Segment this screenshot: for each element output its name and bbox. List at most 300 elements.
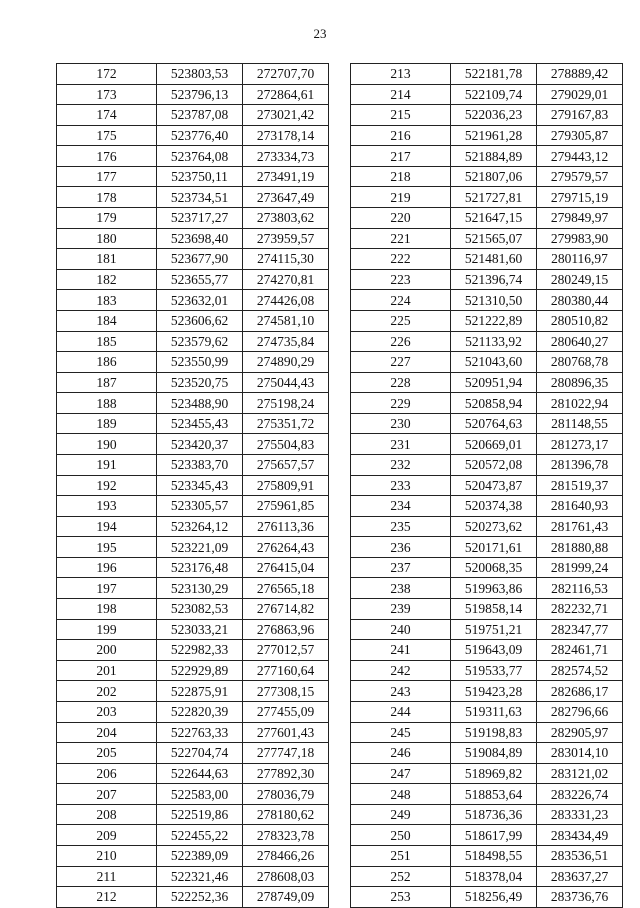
point-number-cell: 213 bbox=[351, 64, 451, 85]
table-row bbox=[57, 804, 329, 825]
table-row bbox=[57, 722, 329, 743]
point-number-cell: 199 bbox=[57, 619, 157, 640]
x-coordinate-cell: 520171,61 bbox=[451, 537, 537, 558]
point-number-cell: 176 bbox=[57, 146, 157, 167]
y-coordinate-cell: 275961,85 bbox=[243, 496, 329, 517]
point-number-cell: 203 bbox=[57, 701, 157, 722]
table-row bbox=[57, 599, 329, 620]
x-coordinate-cell: 521884,89 bbox=[451, 146, 537, 167]
table-row bbox=[351, 413, 623, 434]
point-number-cell: 223 bbox=[351, 269, 451, 290]
point-number-cell: 196 bbox=[57, 557, 157, 578]
x-coordinate-cell: 523787,08 bbox=[157, 105, 243, 126]
table-row bbox=[57, 331, 329, 352]
y-coordinate-cell: 279983,90 bbox=[537, 228, 623, 249]
x-coordinate-cell: 519963,86 bbox=[451, 578, 537, 599]
y-coordinate-cell: 283331,23 bbox=[537, 804, 623, 825]
point-number-cell: 192 bbox=[57, 475, 157, 496]
point-number-cell: 245 bbox=[351, 722, 451, 743]
point-number-cell: 206 bbox=[57, 763, 157, 784]
y-coordinate-cell: 275351,72 bbox=[243, 413, 329, 434]
x-coordinate-cell: 522252,36 bbox=[157, 887, 243, 908]
x-coordinate-cell: 523803,53 bbox=[157, 64, 243, 85]
y-coordinate-cell: 277455,09 bbox=[243, 701, 329, 722]
table-row bbox=[57, 228, 329, 249]
point-number-cell: 180 bbox=[57, 228, 157, 249]
point-number-cell: 250 bbox=[351, 825, 451, 846]
table-row bbox=[351, 804, 623, 825]
point-number-cell: 188 bbox=[57, 393, 157, 414]
point-number-cell: 195 bbox=[57, 537, 157, 558]
y-coordinate-cell: 280510,82 bbox=[537, 310, 623, 331]
y-coordinate-cell: 274270,81 bbox=[243, 269, 329, 290]
y-coordinate-cell: 283536,51 bbox=[537, 845, 623, 866]
table-row bbox=[57, 784, 329, 805]
y-coordinate-cell: 276113,36 bbox=[243, 516, 329, 537]
x-coordinate-cell: 521727,81 bbox=[451, 187, 537, 208]
y-coordinate-cell: 279029,01 bbox=[537, 84, 623, 105]
table-row bbox=[351, 496, 623, 517]
table-row bbox=[351, 290, 623, 311]
y-coordinate-cell: 278889,42 bbox=[537, 64, 623, 85]
point-number-cell: 217 bbox=[351, 146, 451, 167]
x-coordinate-cell: 523305,57 bbox=[157, 496, 243, 517]
point-number-cell: 184 bbox=[57, 310, 157, 331]
table-row bbox=[57, 743, 329, 764]
point-number-cell: 189 bbox=[57, 413, 157, 434]
table-row bbox=[57, 516, 329, 537]
table-row bbox=[57, 105, 329, 126]
table-row bbox=[351, 105, 623, 126]
x-coordinate-cell: 519311,63 bbox=[451, 701, 537, 722]
y-coordinate-cell: 276565,18 bbox=[243, 578, 329, 599]
table-row bbox=[351, 187, 623, 208]
x-coordinate-cell: 521807,06 bbox=[451, 166, 537, 187]
table-row bbox=[351, 619, 623, 640]
table-row bbox=[57, 681, 329, 702]
y-coordinate-cell: 279579,57 bbox=[537, 166, 623, 187]
table-row bbox=[351, 578, 623, 599]
y-coordinate-cell: 277747,18 bbox=[243, 743, 329, 764]
x-coordinate-cell: 522036,23 bbox=[451, 105, 537, 126]
table-row bbox=[57, 208, 329, 229]
y-coordinate-cell: 279167,83 bbox=[537, 105, 623, 126]
x-coordinate-cell: 521043,60 bbox=[451, 352, 537, 373]
x-coordinate-cell: 518378,04 bbox=[451, 866, 537, 887]
y-coordinate-cell: 278323,78 bbox=[243, 825, 329, 846]
x-coordinate-cell: 523488,90 bbox=[157, 393, 243, 414]
table-row bbox=[57, 372, 329, 393]
x-coordinate-cell: 523717,27 bbox=[157, 208, 243, 229]
x-coordinate-cell: 523383,70 bbox=[157, 454, 243, 475]
table-row bbox=[351, 454, 623, 475]
point-number-cell: 186 bbox=[57, 352, 157, 373]
x-coordinate-cell: 523221,09 bbox=[157, 537, 243, 558]
table-row bbox=[351, 701, 623, 722]
table-row bbox=[57, 187, 329, 208]
table-row bbox=[351, 372, 623, 393]
table-row bbox=[351, 475, 623, 496]
point-number-cell: 241 bbox=[351, 640, 451, 661]
table-row bbox=[351, 599, 623, 620]
point-number-cell: 205 bbox=[57, 743, 157, 764]
y-coordinate-cell: 283014,10 bbox=[537, 743, 623, 764]
table-row bbox=[57, 290, 329, 311]
point-number-cell: 249 bbox=[351, 804, 451, 825]
y-coordinate-cell: 280768,78 bbox=[537, 352, 623, 373]
x-coordinate-cell: 523420,37 bbox=[157, 434, 243, 455]
x-coordinate-cell: 523606,62 bbox=[157, 310, 243, 331]
table-row bbox=[351, 269, 623, 290]
y-coordinate-cell: 283226,74 bbox=[537, 784, 623, 805]
point-number-cell: 190 bbox=[57, 434, 157, 455]
point-number-cell: 231 bbox=[351, 434, 451, 455]
y-coordinate-cell: 281999,24 bbox=[537, 557, 623, 578]
x-coordinate-cell: 522820,39 bbox=[157, 701, 243, 722]
table-row bbox=[57, 166, 329, 187]
table-row bbox=[57, 84, 329, 105]
x-coordinate-cell: 520572,08 bbox=[451, 454, 537, 475]
y-coordinate-cell: 273021,42 bbox=[243, 105, 329, 126]
point-number-cell: 194 bbox=[57, 516, 157, 537]
point-number-cell: 191 bbox=[57, 454, 157, 475]
table-row bbox=[57, 475, 329, 496]
point-number-cell: 201 bbox=[57, 660, 157, 681]
x-coordinate-cell: 523082,53 bbox=[157, 599, 243, 620]
table-row bbox=[57, 352, 329, 373]
x-coordinate-cell: 523734,51 bbox=[157, 187, 243, 208]
point-number-cell: 240 bbox=[351, 619, 451, 640]
point-number-cell: 243 bbox=[351, 681, 451, 702]
y-coordinate-cell: 277012,57 bbox=[243, 640, 329, 661]
point-number-cell: 237 bbox=[351, 557, 451, 578]
x-coordinate-cell: 522644,63 bbox=[157, 763, 243, 784]
point-number-cell: 173 bbox=[57, 84, 157, 105]
table-row bbox=[57, 269, 329, 290]
point-number-cell: 222 bbox=[351, 249, 451, 270]
x-coordinate-cell: 523176,48 bbox=[157, 557, 243, 578]
point-number-cell: 251 bbox=[351, 845, 451, 866]
x-coordinate-cell: 521481,60 bbox=[451, 249, 537, 270]
y-coordinate-cell: 273959,57 bbox=[243, 228, 329, 249]
x-coordinate-cell: 521310,50 bbox=[451, 290, 537, 311]
y-coordinate-cell: 280640,27 bbox=[537, 331, 623, 352]
x-coordinate-cell: 521222,89 bbox=[451, 310, 537, 331]
y-coordinate-cell: 281519,37 bbox=[537, 475, 623, 496]
point-number-cell: 225 bbox=[351, 310, 451, 331]
y-coordinate-cell: 282116,53 bbox=[537, 578, 623, 599]
y-coordinate-cell: 274735,84 bbox=[243, 331, 329, 352]
table-row bbox=[57, 578, 329, 599]
y-coordinate-cell: 278036,79 bbox=[243, 784, 329, 805]
x-coordinate-cell: 518617,99 bbox=[451, 825, 537, 846]
point-number-cell: 197 bbox=[57, 578, 157, 599]
x-coordinate-cell: 523033,21 bbox=[157, 619, 243, 640]
table-row bbox=[57, 146, 329, 167]
point-number-cell: 200 bbox=[57, 640, 157, 661]
point-number-cell: 219 bbox=[351, 187, 451, 208]
x-coordinate-cell: 523455,43 bbox=[157, 413, 243, 434]
y-coordinate-cell: 275809,91 bbox=[243, 475, 329, 496]
x-coordinate-cell: 523655,77 bbox=[157, 269, 243, 290]
point-number-cell: 247 bbox=[351, 763, 451, 784]
y-coordinate-cell: 275044,43 bbox=[243, 372, 329, 393]
table-row bbox=[351, 331, 623, 352]
table-row bbox=[351, 516, 623, 537]
table-row bbox=[57, 393, 329, 414]
point-number-cell: 232 bbox=[351, 454, 451, 475]
table-row bbox=[351, 125, 623, 146]
y-coordinate-cell: 281148,55 bbox=[537, 413, 623, 434]
x-coordinate-cell: 519643,09 bbox=[451, 640, 537, 661]
table-row bbox=[57, 496, 329, 517]
y-coordinate-cell: 278180,62 bbox=[243, 804, 329, 825]
point-number-cell: 236 bbox=[351, 537, 451, 558]
point-number-cell: 233 bbox=[351, 475, 451, 496]
table-row bbox=[351, 784, 623, 805]
x-coordinate-cell: 521565,07 bbox=[451, 228, 537, 249]
y-coordinate-cell: 283637,27 bbox=[537, 866, 623, 887]
x-coordinate-cell: 520764,63 bbox=[451, 413, 537, 434]
point-number-cell: 207 bbox=[57, 784, 157, 805]
point-number-cell: 242 bbox=[351, 660, 451, 681]
x-coordinate-cell: 523520,75 bbox=[157, 372, 243, 393]
x-coordinate-cell: 523764,08 bbox=[157, 146, 243, 167]
x-coordinate-cell: 519423,28 bbox=[451, 681, 537, 702]
point-number-cell: 193 bbox=[57, 496, 157, 517]
y-coordinate-cell: 279849,97 bbox=[537, 208, 623, 229]
y-coordinate-cell: 282905,97 bbox=[537, 722, 623, 743]
y-coordinate-cell: 277160,64 bbox=[243, 660, 329, 681]
point-number-cell: 239 bbox=[351, 599, 451, 620]
x-coordinate-cell: 523796,13 bbox=[157, 84, 243, 105]
y-coordinate-cell: 273647,49 bbox=[243, 187, 329, 208]
y-coordinate-cell: 278749,09 bbox=[243, 887, 329, 908]
point-number-cell: 211 bbox=[57, 866, 157, 887]
table-row bbox=[351, 557, 623, 578]
table-row bbox=[351, 866, 623, 887]
point-number-cell: 178 bbox=[57, 187, 157, 208]
x-coordinate-cell: 523345,43 bbox=[157, 475, 243, 496]
point-number-cell: 230 bbox=[351, 413, 451, 434]
point-number-cell: 177 bbox=[57, 166, 157, 187]
x-coordinate-cell: 520858,94 bbox=[451, 393, 537, 414]
table-row bbox=[351, 763, 623, 784]
table-row bbox=[351, 825, 623, 846]
point-number-cell: 244 bbox=[351, 701, 451, 722]
x-coordinate-cell: 522455,22 bbox=[157, 825, 243, 846]
y-coordinate-cell: 282686,17 bbox=[537, 681, 623, 702]
point-number-cell: 252 bbox=[351, 866, 451, 887]
point-number-cell: 220 bbox=[351, 208, 451, 229]
table-row bbox=[351, 640, 623, 661]
y-coordinate-cell: 274581,10 bbox=[243, 310, 329, 331]
table-row bbox=[57, 640, 329, 661]
y-coordinate-cell: 280380,44 bbox=[537, 290, 623, 311]
x-coordinate-cell: 520374,38 bbox=[451, 496, 537, 517]
y-coordinate-cell: 276714,82 bbox=[243, 599, 329, 620]
point-number-cell: 216 bbox=[351, 125, 451, 146]
point-number-cell: 198 bbox=[57, 599, 157, 620]
y-coordinate-cell: 283434,49 bbox=[537, 825, 623, 846]
point-number-cell: 238 bbox=[351, 578, 451, 599]
table-row bbox=[351, 393, 623, 414]
table-row bbox=[351, 537, 623, 558]
x-coordinate-cell: 523550,99 bbox=[157, 352, 243, 373]
point-number-cell: 246 bbox=[351, 743, 451, 764]
point-number-cell: 218 bbox=[351, 166, 451, 187]
table-row bbox=[351, 845, 623, 866]
point-number-cell: 214 bbox=[351, 84, 451, 105]
y-coordinate-cell: 278466,26 bbox=[243, 845, 329, 866]
table-row bbox=[57, 413, 329, 434]
y-coordinate-cell: 279305,87 bbox=[537, 125, 623, 146]
point-number-cell: 228 bbox=[351, 372, 451, 393]
y-coordinate-cell: 277892,30 bbox=[243, 763, 329, 784]
table-row bbox=[57, 701, 329, 722]
y-coordinate-cell: 277601,43 bbox=[243, 722, 329, 743]
x-coordinate-cell: 520951,94 bbox=[451, 372, 537, 393]
table-row bbox=[57, 619, 329, 640]
y-coordinate-cell: 281880,88 bbox=[537, 537, 623, 558]
x-coordinate-cell: 522929,89 bbox=[157, 660, 243, 681]
table-row bbox=[351, 887, 623, 908]
x-coordinate-cell: 520669,01 bbox=[451, 434, 537, 455]
y-coordinate-cell: 275504,83 bbox=[243, 434, 329, 455]
table-row bbox=[351, 660, 623, 681]
point-number-cell: 248 bbox=[351, 784, 451, 805]
point-number-cell: 202 bbox=[57, 681, 157, 702]
x-coordinate-cell: 522875,91 bbox=[157, 681, 243, 702]
table-row bbox=[351, 743, 623, 764]
point-number-cell: 235 bbox=[351, 516, 451, 537]
point-number-cell: 182 bbox=[57, 269, 157, 290]
table-row bbox=[57, 887, 329, 908]
x-coordinate-cell: 521647,15 bbox=[451, 208, 537, 229]
x-coordinate-cell: 523264,12 bbox=[157, 516, 243, 537]
x-coordinate-cell: 520068,35 bbox=[451, 557, 537, 578]
y-coordinate-cell: 281396,78 bbox=[537, 454, 623, 475]
point-number-cell: 174 bbox=[57, 105, 157, 126]
x-coordinate-cell: 518736,36 bbox=[451, 804, 537, 825]
y-coordinate-cell: 276264,43 bbox=[243, 537, 329, 558]
x-coordinate-cell: 521961,28 bbox=[451, 125, 537, 146]
table-row bbox=[57, 537, 329, 558]
y-coordinate-cell: 275198,24 bbox=[243, 393, 329, 414]
coordinates-table-left bbox=[56, 63, 329, 908]
y-coordinate-cell: 273178,14 bbox=[243, 125, 329, 146]
x-coordinate-cell: 519858,14 bbox=[451, 599, 537, 620]
x-coordinate-cell: 522763,33 bbox=[157, 722, 243, 743]
y-coordinate-cell: 276863,96 bbox=[243, 619, 329, 640]
x-coordinate-cell: 523750,11 bbox=[157, 166, 243, 187]
table-row bbox=[351, 228, 623, 249]
x-coordinate-cell: 522982,33 bbox=[157, 640, 243, 661]
y-coordinate-cell: 282461,71 bbox=[537, 640, 623, 661]
y-coordinate-cell: 272707,70 bbox=[243, 64, 329, 85]
point-number-cell: 183 bbox=[57, 290, 157, 311]
point-number-cell: 215 bbox=[351, 105, 451, 126]
y-coordinate-cell: 274426,08 bbox=[243, 290, 329, 311]
point-number-cell: 229 bbox=[351, 393, 451, 414]
y-coordinate-cell: 275657,57 bbox=[243, 454, 329, 475]
page-number: 23 bbox=[313, 26, 327, 41]
y-coordinate-cell: 281273,17 bbox=[537, 434, 623, 455]
x-coordinate-cell: 523632,01 bbox=[157, 290, 243, 311]
x-coordinate-cell: 523579,62 bbox=[157, 331, 243, 352]
table-row bbox=[57, 125, 329, 146]
y-coordinate-cell: 279715,19 bbox=[537, 187, 623, 208]
x-coordinate-cell: 523677,90 bbox=[157, 249, 243, 270]
x-coordinate-cell: 522583,00 bbox=[157, 784, 243, 805]
table-row bbox=[351, 722, 623, 743]
y-coordinate-cell: 281761,43 bbox=[537, 516, 623, 537]
table-row bbox=[351, 352, 623, 373]
table-row bbox=[57, 557, 329, 578]
point-number-cell: 226 bbox=[351, 331, 451, 352]
coordinates-table-right bbox=[350, 63, 623, 908]
x-coordinate-cell: 522181,78 bbox=[451, 64, 537, 85]
x-coordinate-cell: 522704,74 bbox=[157, 743, 243, 764]
y-coordinate-cell: 281022,94 bbox=[537, 393, 623, 414]
table-row bbox=[57, 660, 329, 681]
table-row bbox=[57, 845, 329, 866]
point-number-cell: 234 bbox=[351, 496, 451, 517]
x-coordinate-cell: 518853,64 bbox=[451, 784, 537, 805]
x-coordinate-cell: 519533,77 bbox=[451, 660, 537, 681]
y-coordinate-cell: 278608,03 bbox=[243, 866, 329, 887]
table-row bbox=[351, 84, 623, 105]
x-coordinate-cell: 522389,09 bbox=[157, 845, 243, 866]
table-row bbox=[57, 825, 329, 846]
y-coordinate-cell: 276415,04 bbox=[243, 557, 329, 578]
y-coordinate-cell: 282347,77 bbox=[537, 619, 623, 640]
point-number-cell: 212 bbox=[57, 887, 157, 908]
point-number-cell: 204 bbox=[57, 722, 157, 743]
table-row bbox=[57, 434, 329, 455]
table-row bbox=[351, 64, 623, 85]
y-coordinate-cell: 282574,52 bbox=[537, 660, 623, 681]
y-coordinate-cell: 272864,61 bbox=[243, 84, 329, 105]
point-number-cell: 172 bbox=[57, 64, 157, 85]
y-coordinate-cell: 280896,35 bbox=[537, 372, 623, 393]
x-coordinate-cell: 523776,40 bbox=[157, 125, 243, 146]
point-number-cell: 253 bbox=[351, 887, 451, 908]
table-row bbox=[57, 64, 329, 85]
x-coordinate-cell: 523698,40 bbox=[157, 228, 243, 249]
point-number-cell: 179 bbox=[57, 208, 157, 229]
y-coordinate-cell: 280249,15 bbox=[537, 269, 623, 290]
table-row bbox=[351, 146, 623, 167]
table-row bbox=[351, 166, 623, 187]
x-coordinate-cell: 518498,55 bbox=[451, 845, 537, 866]
x-coordinate-cell: 522109,74 bbox=[451, 84, 537, 105]
y-coordinate-cell: 283736,76 bbox=[537, 887, 623, 908]
point-number-cell: 209 bbox=[57, 825, 157, 846]
x-coordinate-cell: 519751,21 bbox=[451, 619, 537, 640]
table-row bbox=[57, 310, 329, 331]
point-number-cell: 208 bbox=[57, 804, 157, 825]
point-number-cell: 221 bbox=[351, 228, 451, 249]
table-row bbox=[351, 681, 623, 702]
y-coordinate-cell: 273803,62 bbox=[243, 208, 329, 229]
x-coordinate-cell: 518969,82 bbox=[451, 763, 537, 784]
table-row bbox=[351, 310, 623, 331]
point-number-cell: 227 bbox=[351, 352, 451, 373]
y-coordinate-cell: 283121,02 bbox=[537, 763, 623, 784]
y-coordinate-cell: 279443,12 bbox=[537, 146, 623, 167]
table-row bbox=[57, 249, 329, 270]
